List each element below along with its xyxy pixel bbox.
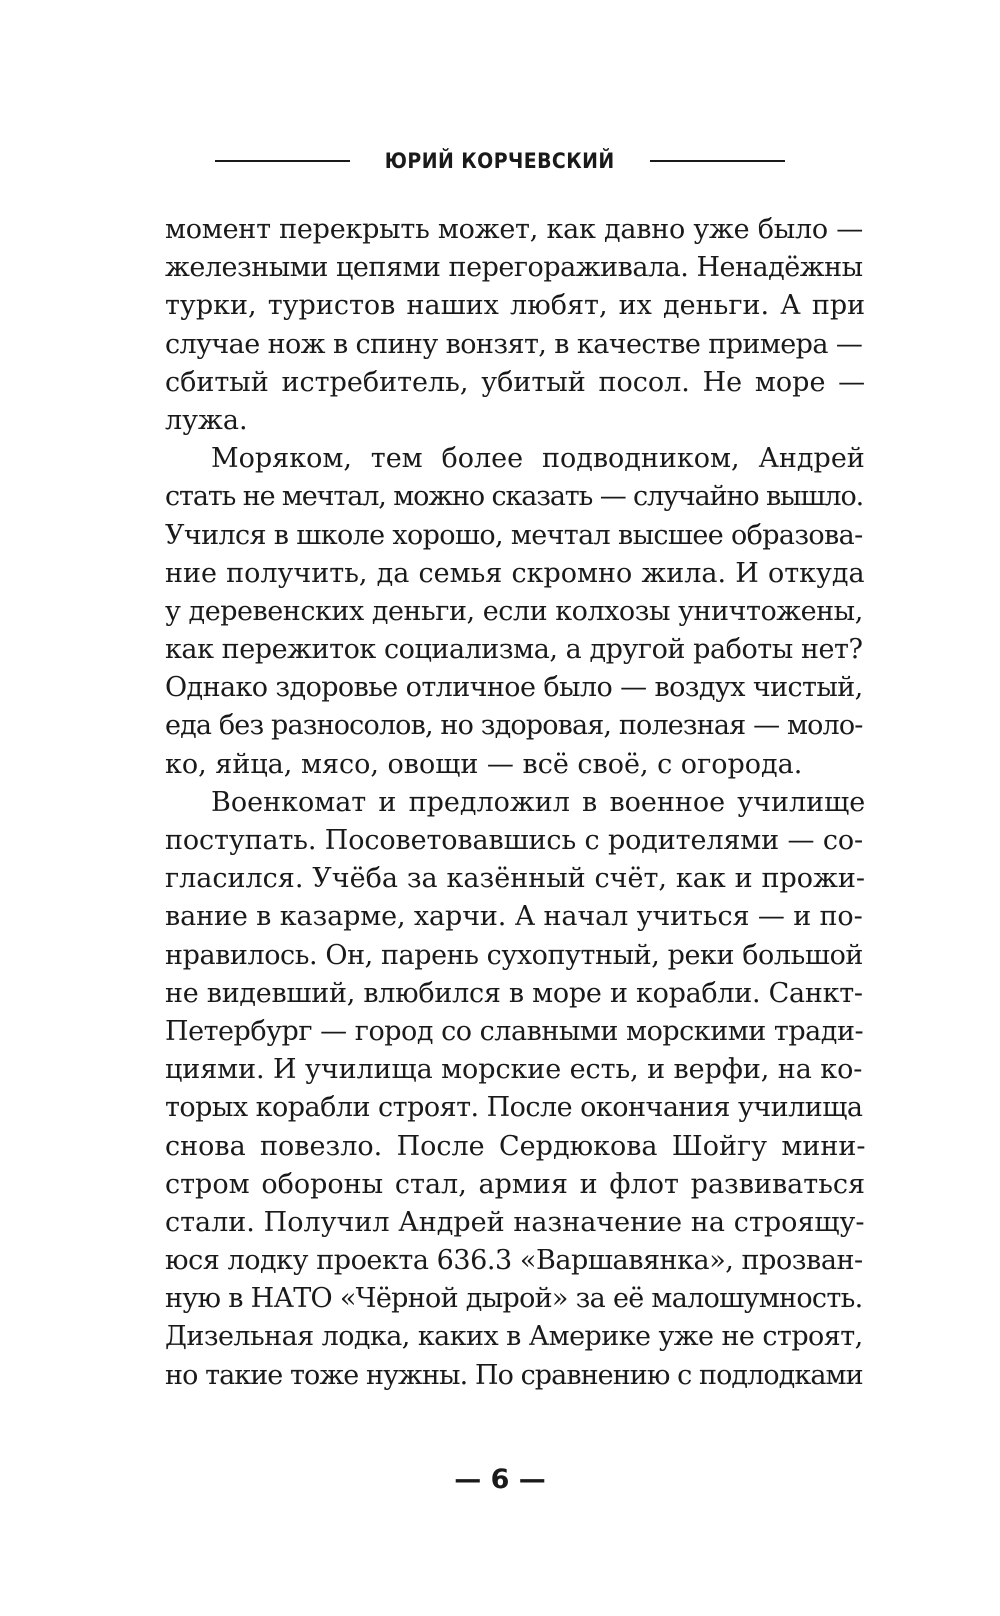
- text-line: стром обороны стал, армия и флот развиваться: [165, 1168, 866, 1200]
- text-line: циями. И училища морские есть, и верфи, на ко-: [165, 1054, 863, 1086]
- running-head: [0, 143, 1000, 179]
- text-line: у деревенских деньги, если колхозы уничтожены,: [165, 595, 863, 627]
- text-line: торых корабли строят. После окончания училища: [165, 1092, 863, 1124]
- text-line: стать не мечтал, можно сказать — случайно вышло.: [165, 481, 864, 513]
- header-rule-left: [215, 160, 350, 162]
- header-rule-right: [650, 160, 785, 162]
- text-line: еда без разносолов, но здоровая, полезная — моло-: [165, 710, 863, 742]
- author-name: ЮРИЙ КОРЧЕВСКИЙ: [385, 149, 615, 173]
- text-line: вание в казарме, харчи. А начал учиться — и по-: [165, 901, 863, 933]
- text-line: гласился. Учёба за казённый счёт, как и прожи-: [165, 863, 865, 895]
- text-line: Петербург — город со славными морскими тради-: [165, 1015, 864, 1047]
- text-line: случае нож в спину вонзят, в качестве примера —: [165, 328, 863, 360]
- text-line: снова повезло. После Сердюкова Шойгу мини-: [165, 1130, 866, 1162]
- text-line: сбитый истребитель, убитый посол. Не море —: [165, 366, 866, 398]
- text-line: ние получить, да семья скромно жила. И откуда: [165, 557, 865, 589]
- body-text: [165, 211, 865, 1395]
- text-line: нравилось. Он, парень сухопутный, реки большой: [165, 939, 863, 971]
- text-line: Дизельная лодка, каких в Америке уже не строят,: [165, 1321, 863, 1353]
- page-number: — 6 —: [454, 1464, 546, 1495]
- text-line: поступать. Посоветовавшись с родителями — со-: [165, 825, 864, 856]
- text-line: Однако здоровье отличное было — воздух чистый,: [165, 672, 863, 704]
- text-line: не видевший, влюбился в море и корабли. Санкт-: [165, 977, 863, 1009]
- text-line: ко, яйца, мясо, овощи — всё своё, с огорода.: [165, 748, 803, 780]
- paragraph-first-line: Моряком, тем более подводником, Андрей: [211, 443, 865, 475]
- text-line: ную в НАТО «Чёрной дырой» за её малошумность.: [165, 1283, 863, 1315]
- paragraph-first-line: Военкомат и предложил в военное училище: [211, 786, 866, 818]
- text-line: как пережиток социализма, а другой работы нет?: [165, 634, 863, 666]
- text-line: юся лодку проекта 636.3 «Варшавянка», прозван-: [165, 1245, 863, 1277]
- text-line: лужа.: [165, 404, 248, 436]
- text-line: стали. Получил Андрей назначение на строящу-: [165, 1206, 865, 1238]
- text-line: турки, туристов наших любят, их деньги. А при: [165, 290, 866, 322]
- text-line: железными цепями перегораживала. Ненадёжны: [165, 252, 863, 284]
- text-line: но такие тоже нужны. По сравнению с подлодками: [165, 1359, 863, 1391]
- text-line: момент перекрыть может, как давно уже было —: [165, 214, 864, 245]
- text-line: Учился в школе хорошо, мечтал высшее образова-: [165, 519, 863, 551]
